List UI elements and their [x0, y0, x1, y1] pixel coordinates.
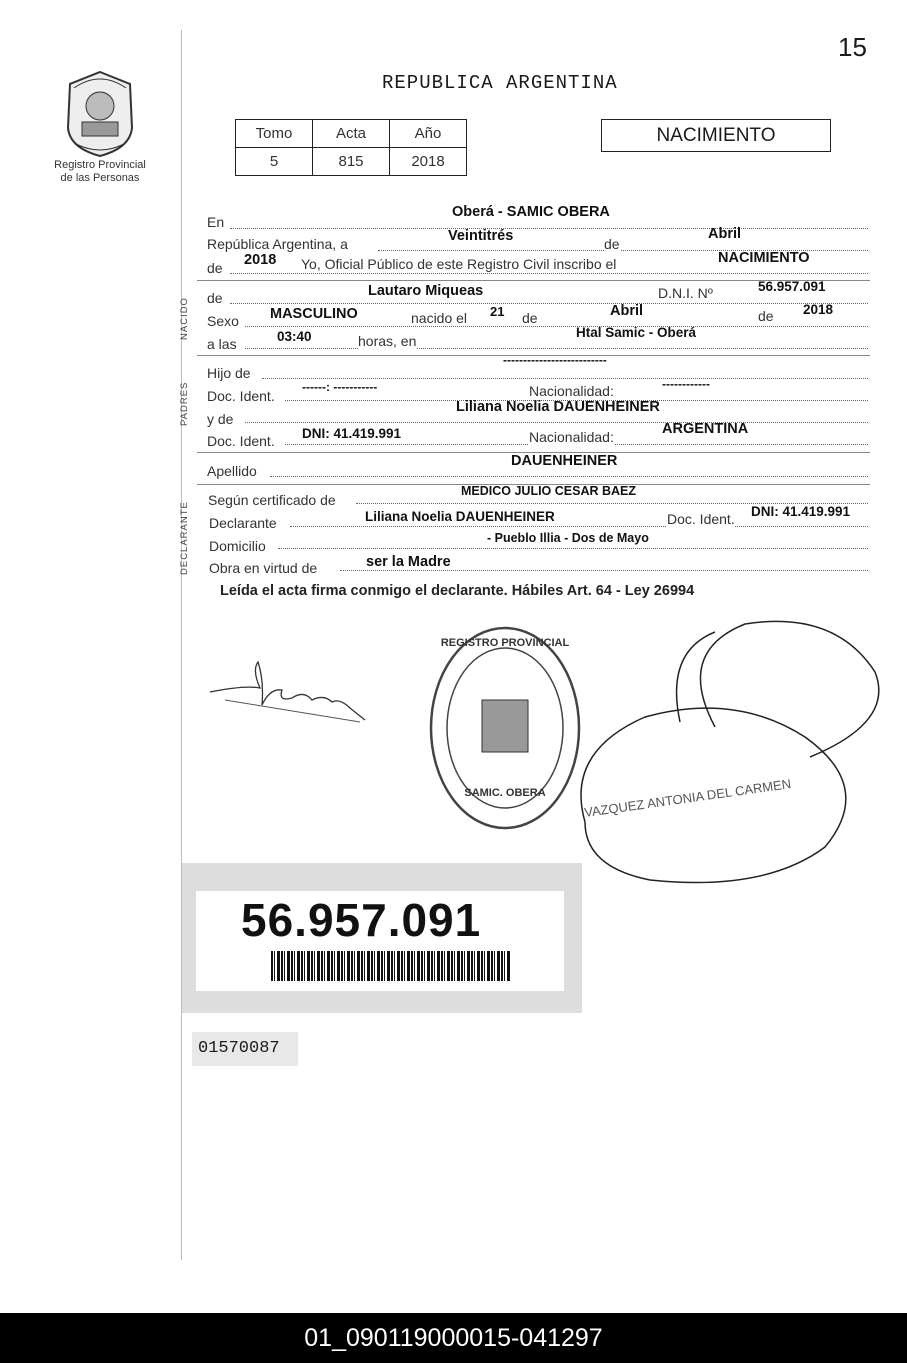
- value-declarant-doc: DNI: 41.419.991: [751, 504, 851, 519]
- registry-table: [235, 119, 467, 176]
- official-signature: [555, 612, 885, 887]
- value-mother: Liliana Noelia DAUENHEINER: [456, 399, 660, 415]
- provincia-misiones-seal-icon: [60, 68, 140, 158]
- barcode-sticker: [182, 863, 582, 1013]
- label-y-de: y de: [207, 411, 234, 427]
- label-hijo-de: Hijo de: [207, 365, 251, 381]
- label-obra: Obra en virtud de: [209, 560, 318, 576]
- line: [262, 378, 868, 379]
- label-segun: Según certificado de: [208, 492, 336, 508]
- value-mother-nat: ARGENTINA: [662, 421, 749, 437]
- label-doc-ident-declarant: Doc. Ident.: [667, 511, 735, 527]
- value-father-nat: ------------: [662, 377, 710, 391]
- value-father: --------------------------: [503, 353, 607, 367]
- line: [290, 526, 868, 527]
- label-nacionalidad: Nacionalidad:: [529, 383, 614, 399]
- label-de: de: [758, 308, 774, 324]
- label-de: de: [207, 290, 223, 306]
- label-apellido: Apellido: [207, 463, 257, 479]
- label-sexo: Sexo: [207, 313, 239, 329]
- value-birth-day: 21: [490, 304, 505, 319]
- value-place: Oberá - SAMIC OBERA: [452, 204, 610, 220]
- svg-text:REGISTRO PROVINCIAL: REGISTRO PROVINCIAL: [440, 637, 570, 649]
- svg-text:VAZQUEZ ANTONIA DEL CARMEN: VAZQUEZ ANTONIA DEL CARMEN: [583, 776, 792, 820]
- page-number: 15: [838, 32, 867, 62]
- registry-caption: [40, 159, 160, 185]
- value-birth-month: Abril: [610, 303, 644, 319]
- declarant-signature: [200, 650, 380, 730]
- label-de: de: [604, 236, 620, 252]
- line: [245, 422, 868, 423]
- serial-number: 01570087: [192, 1032, 298, 1066]
- line: [245, 326, 868, 327]
- value-by-virtue: ser la Madre: [366, 554, 451, 570]
- value-certificate: MEDICO JULIO CESAR BAEZ: [461, 484, 637, 498]
- value-acta: 815: [313, 148, 390, 176]
- value-name: Lautaro Miqueas: [368, 283, 484, 299]
- barcode-bars-icon: [271, 951, 511, 981]
- label-nacido-el: nacido el: [411, 310, 468, 326]
- registry-caption-line-2: de las Personas: [60, 172, 140, 184]
- record-type-box: NACIMIENTO: [601, 119, 831, 152]
- line: [230, 228, 868, 229]
- value-surname: DAUENHEINER: [511, 453, 618, 469]
- line: [230, 303, 868, 304]
- label-domicilio: Domicilio: [209, 538, 266, 554]
- label-a-las: a las: [207, 336, 237, 352]
- value-tomo: 5: [236, 148, 313, 176]
- value-year: 2018: [244, 252, 277, 268]
- line: [230, 273, 868, 274]
- margin-line: [181, 30, 182, 1260]
- value-month: Abril: [708, 226, 742, 242]
- country-title: REPUBLICA ARGENTINA: [382, 72, 618, 94]
- value-birth-year: 2018: [803, 302, 834, 317]
- label-declarante: Declarante: [209, 515, 277, 531]
- label-dni: D.N.I. Nº: [658, 285, 713, 301]
- value-sex: MASCULINO: [270, 306, 358, 322]
- value-dni: 56.957.091: [758, 279, 826, 294]
- value-day-words: Veintitrés: [448, 228, 514, 244]
- line: [340, 570, 868, 571]
- line: [245, 348, 868, 349]
- value-address: - Pueblo Illia - Dos de Mayo: [487, 531, 649, 545]
- registry-caption-line-1: Registro Provincial: [54, 159, 146, 171]
- header-tomo: Tomo: [236, 120, 313, 148]
- header-ano: Año: [390, 120, 467, 148]
- label-yo: Yo, Oficial Público de este Registro Civil inscribo el: [301, 256, 617, 272]
- svg-text:SAMIC. OBERA: SAMIC. OBERA: [464, 787, 546, 799]
- barcode-number: 56.957.091: [241, 894, 482, 946]
- value-father-doc: ------: -----------: [302, 380, 378, 394]
- value-birth-place: Htal Samic - Oberá: [576, 325, 697, 340]
- value-mother-doc: DNI: 41.419.991: [302, 426, 402, 441]
- section-nacido: NACIDO: [179, 297, 190, 340]
- label-en: En: [207, 214, 225, 230]
- footer-id: 01_090119000015-041297: [0, 1313, 907, 1363]
- header-acta: Acta: [313, 120, 390, 148]
- label-de: de: [207, 260, 223, 276]
- value-ano: 2018: [390, 148, 467, 176]
- section-padres: PADRES: [179, 381, 190, 426]
- barcode-label: [196, 891, 564, 991]
- label-de: de: [522, 310, 538, 326]
- label-republica: República Argentina, a: [207, 236, 348, 252]
- label-doc-ident: Doc. Ident.: [207, 433, 275, 449]
- label-nacionalidad: Nacionalidad:: [529, 429, 614, 445]
- value-time: 03:40: [277, 329, 312, 344]
- line: [270, 476, 868, 477]
- label-horas-en: horas, en: [358, 333, 417, 349]
- closing-text: Leída el acta firma conmigo el declarante. Hábiles Art. 64 - Ley 26994: [220, 583, 695, 599]
- section-declarante: DECLARANTE: [179, 501, 190, 575]
- value-declarant: Liliana Noelia DAUENHEINER: [365, 509, 555, 524]
- label-doc-ident: Doc. Ident.: [207, 388, 275, 404]
- line: [278, 548, 868, 549]
- value-act-type: NACIMIENTO: [718, 250, 810, 266]
